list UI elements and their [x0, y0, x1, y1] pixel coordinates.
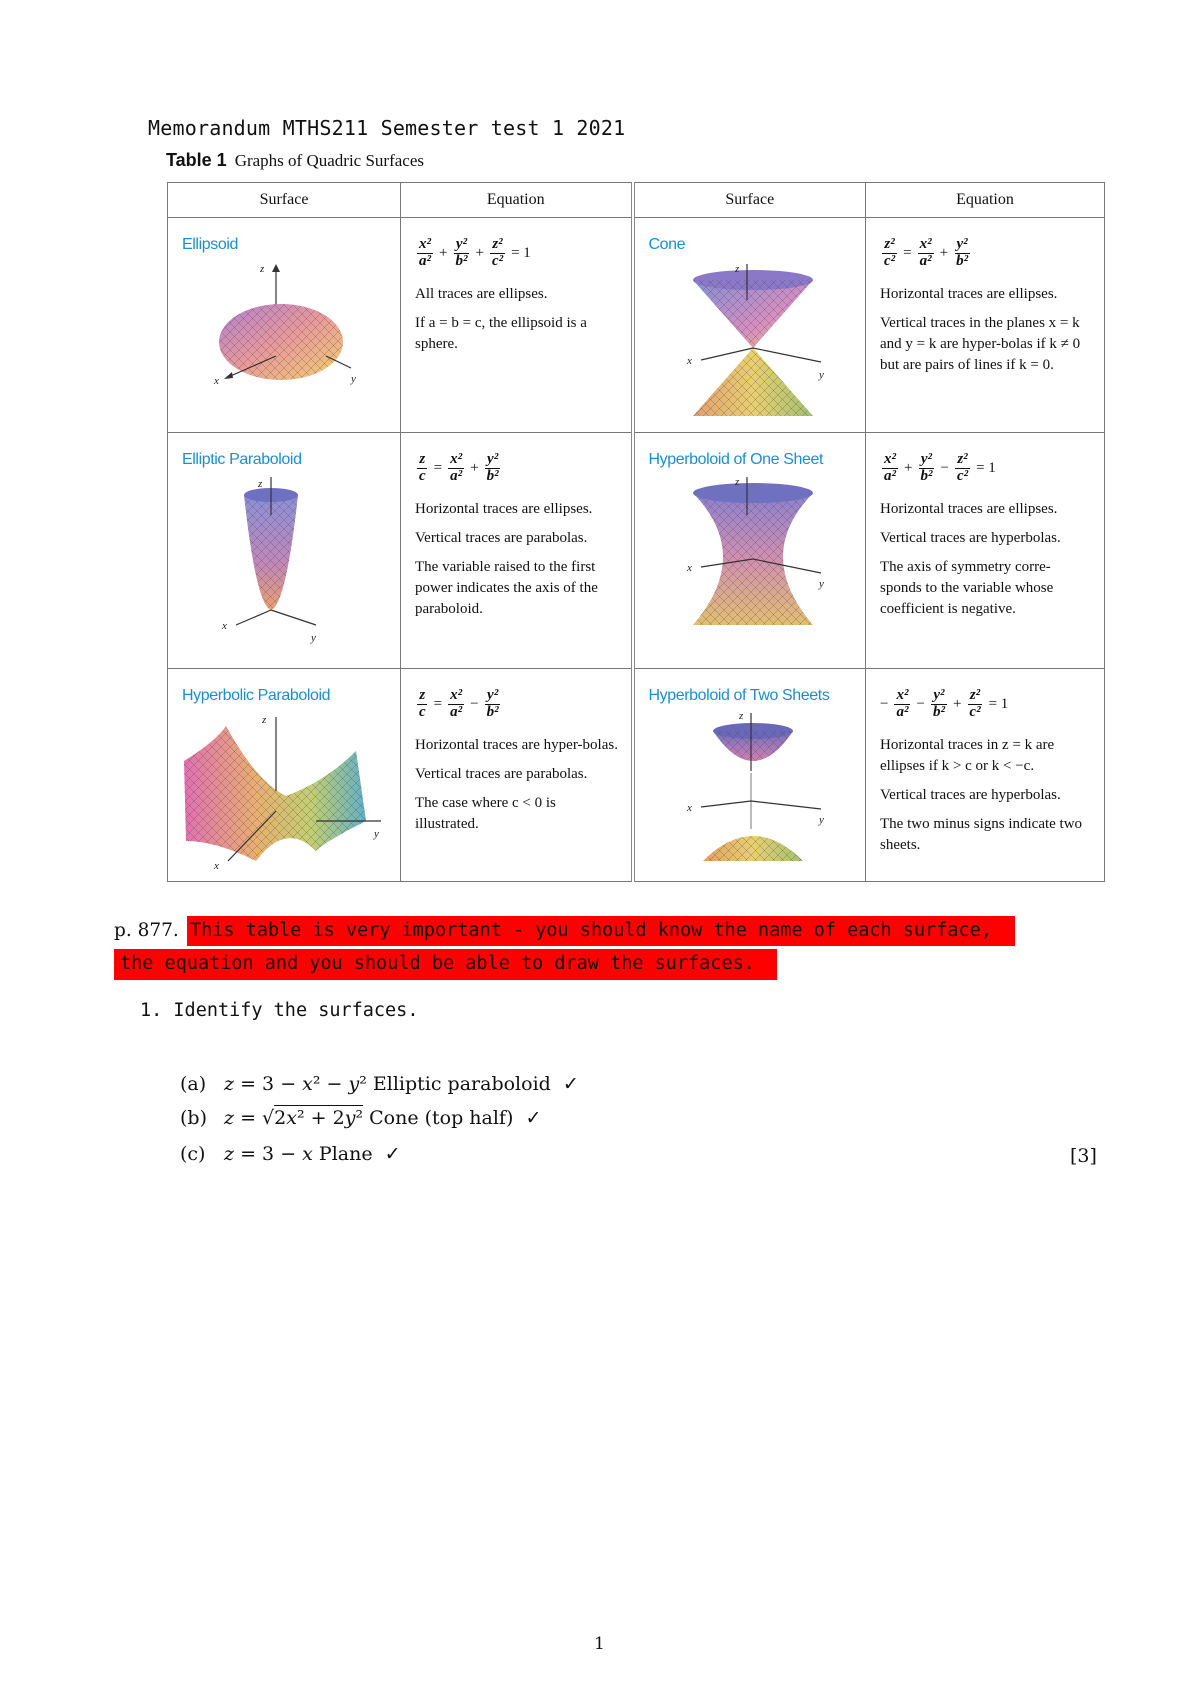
- header-surface-2: Surface: [633, 183, 866, 218]
- surface-name-hyperboloid-two: Hyperboloid of Two Sheets: [648, 687, 830, 704]
- ellipsoid-figure: [176, 260, 391, 420]
- equation-ellipsoid: $\frac{\text{x²}}{\text{a²}}$ + $\frac{\text{y²}}{\text{b²}}$ + $\frac{\text{z²}}{\text{c²}}$ = 1: [419, 235, 531, 269]
- check-mark-icon: ✓: [562, 1073, 579, 1095]
- important-note-line-1: This table is very important - you should know the name of each surface,: [190, 920, 992, 941]
- z-axis-label: z: [734, 263, 739, 275]
- quadric-surfaces-table: [167, 182, 1105, 882]
- hyperboloid-one-figure: [643, 475, 858, 655]
- question-prompt: Identify the surfaces.: [173, 1000, 419, 1021]
- answer-b-text: Cone (top half): [369, 1107, 514, 1129]
- surface-name-hyperboloid-one: Hyperboloid of One Sheet: [648, 451, 824, 468]
- answer-a-label: (a): [180, 1073, 207, 1095]
- cell-hyperbolic-paraboloid-equation: [401, 669, 633, 882]
- y-axis-label: y: [311, 632, 316, 644]
- x-axis-label: x: [214, 375, 219, 387]
- answer-a: (a) z = 3 − x² − y² Elliptic paraboloid ✓: [180, 1073, 579, 1095]
- answer-c-equation: z: [224, 1143, 235, 1165]
- ellipsoid-note-1: All traces are ellipses.: [415, 286, 548, 302]
- hyperboloid-one-note-1: Horizontal traces are ellipses.: [880, 501, 1058, 517]
- answer-b: (b) z = √2x² + 2y² Cone (top half) ✓: [180, 1107, 542, 1129]
- surface-name-cone: Cone: [648, 236, 686, 253]
- hyperboloid-one-note-2: Vertical traces are hyperbolas.: [880, 530, 1061, 546]
- cell-hyperboloid-one-surface: [633, 433, 866, 669]
- important-note-line-2: the equation and you should be able to draw the surfaces.: [120, 953, 755, 974]
- equation-cone: $\frac{\text{z²}}{\text{c²}}$ = $\frac{\text{x²}}{\text{a²}}$ + $\frac{\text{y²}}{\text{b²}}$: [884, 235, 969, 269]
- hyperboloid-two-note-3: The two minus signs indicate two sheets.: [880, 816, 1083, 853]
- z-axis-label: z: [262, 714, 267, 726]
- cell-elliptic-paraboloid-equation: [401, 433, 633, 669]
- equation-hyperboloid-one: $\frac{\text{x²}}{\text{a²}}$ + $\frac{\text{y²}}{\text{b²}}$ − $\frac{\text{z²}}{\text{c²}}$ = 1: [884, 450, 996, 484]
- hyperbolic-paraboloid-note-2: Vertical traces are parabolas.: [415, 766, 588, 782]
- y-axis-label: y: [818, 369, 824, 381]
- check-mark-icon: ✓: [384, 1143, 401, 1165]
- elliptic-paraboloid-note-2: Vertical traces are parabolas.: [415, 530, 588, 546]
- hyperbolic-paraboloid-figure: [176, 711, 391, 876]
- hyperboloid-one-note-3: The axis of symmetry corre-sponds to the variable whose coefficient is negative.: [880, 559, 1054, 617]
- header-surface-1: Surface: [168, 183, 401, 218]
- question-number: 1.: [140, 1000, 163, 1021]
- table-caption-label: Table 1: [166, 150, 227, 170]
- x-axis-label: x: [686, 562, 692, 574]
- x-axis-label: x: [222, 620, 227, 632]
- z-axis-label: z: [260, 263, 265, 275]
- cell-elliptic-paraboloid-surface: [168, 433, 401, 669]
- z-axis-label: z: [738, 711, 743, 722]
- surface-name-ellipsoid: Ellipsoid: [182, 236, 238, 253]
- table-caption-text: Graphs of Quadric Surfaces: [234, 151, 424, 170]
- cell-hyperboloid-two-equation: [866, 669, 1105, 882]
- surface-name-hyperbolic-paraboloid: Hyperbolic Paraboloid: [182, 687, 331, 704]
- document-title: Memorandum MTHS211 Semester test 1 2021: [148, 116, 626, 140]
- cell-cone-equation: [866, 218, 1105, 433]
- question-1: [140, 1000, 418, 1021]
- cone-note-1: Horizontal traces are ellipses.: [880, 286, 1058, 302]
- elliptic-paraboloid-figure: [176, 475, 391, 655]
- cell-cone-surface: [633, 218, 866, 433]
- x-axis-label: x: [686, 355, 692, 367]
- z-axis-label: z: [258, 478, 263, 490]
- cell-hyperboloid-two-surface: [633, 669, 866, 882]
- answer-b-equation: z: [224, 1107, 235, 1129]
- y-axis-label: y: [818, 578, 824, 590]
- hyperboloid-two-figure: [643, 711, 858, 876]
- hyperboloid-two-note-2: Vertical traces are hyperbolas.: [880, 787, 1061, 803]
- page-number: 1: [594, 1634, 605, 1654]
- marks-total: [3]: [1070, 1145, 1097, 1167]
- equation-hyperboloid-two: − $\frac{\text{x²}}{\text{a²}}$ − $\frac{\text{y²}}{\text{b²}}$ + $\frac{\text{z²}}{\text{c²}}$ = 1: [880, 686, 1009, 720]
- cell-hyperboloid-one-equation: [866, 433, 1105, 669]
- x-axis-label: x: [686, 802, 692, 814]
- y-axis-label: y: [374, 828, 379, 840]
- elliptic-paraboloid-note-1: Horizontal traces are ellipses.: [415, 501, 593, 517]
- check-mark-icon: ✓: [525, 1107, 542, 1129]
- hyperboloid-two-note-1: Horizontal traces in z = k are ellipses if k > c or k < −c.: [880, 737, 1055, 774]
- hyperbolic-paraboloid-note-1: Horizontal traces are hyper-bolas.: [415, 737, 618, 753]
- cone-figure: [643, 260, 858, 430]
- answer-b-label: (b): [180, 1107, 207, 1129]
- hyperbolic-paraboloid-note-3: The case where c < 0 is illustrated.: [415, 795, 556, 832]
- page-reference: p. 877.: [114, 920, 179, 941]
- elliptic-paraboloid-note-3: The variable raised to the first power indicates the axis of the paraboloid.: [415, 559, 598, 617]
- x-axis-label: x: [214, 860, 219, 872]
- answer-a-text: Elliptic paraboloid: [372, 1073, 551, 1095]
- y-axis-label: y: [351, 373, 356, 385]
- table-caption: [166, 150, 424, 171]
- cell-ellipsoid-equation: [401, 218, 633, 433]
- ellipsoid-note-2: If a = b = c, the ellipsoid is a sphere.: [415, 315, 587, 352]
- cell-hyperbolic-paraboloid-surface: [168, 669, 401, 882]
- surface-name-elliptic-paraboloid: Elliptic Paraboloid: [182, 451, 302, 468]
- cell-ellipsoid-surface: [168, 218, 401, 433]
- cone-note-2: Vertical traces in the planes x = k and y = k are hyper-bolas if k ≠ 0 but are pairs of lines if k = 0.: [880, 315, 1081, 373]
- answer-c-text: Plane: [318, 1143, 373, 1165]
- answer-c: (c) z = 3 − x Plane ✓: [180, 1143, 401, 1165]
- z-axis-label: z: [734, 476, 739, 488]
- answer-a-equation: z: [224, 1073, 235, 1095]
- header-equation-2: Equation: [866, 183, 1105, 218]
- equation-elliptic-paraboloid: $\frac{z}{c}$ = $\frac{\text{x²}}{\text{a²}}$ + $\frac{\text{y²}}{\text{b²}}$: [419, 450, 499, 484]
- equation-hyperbolic-paraboloid: $\frac{z}{c}$ = $\frac{\text{x²}}{\text{a²}}$ − $\frac{\text{y²}}{\text{b²}}$: [419, 686, 499, 720]
- header-equation-1: Equation: [401, 183, 633, 218]
- y-axis-label: y: [818, 814, 824, 826]
- answer-c-label: (c): [180, 1143, 206, 1165]
